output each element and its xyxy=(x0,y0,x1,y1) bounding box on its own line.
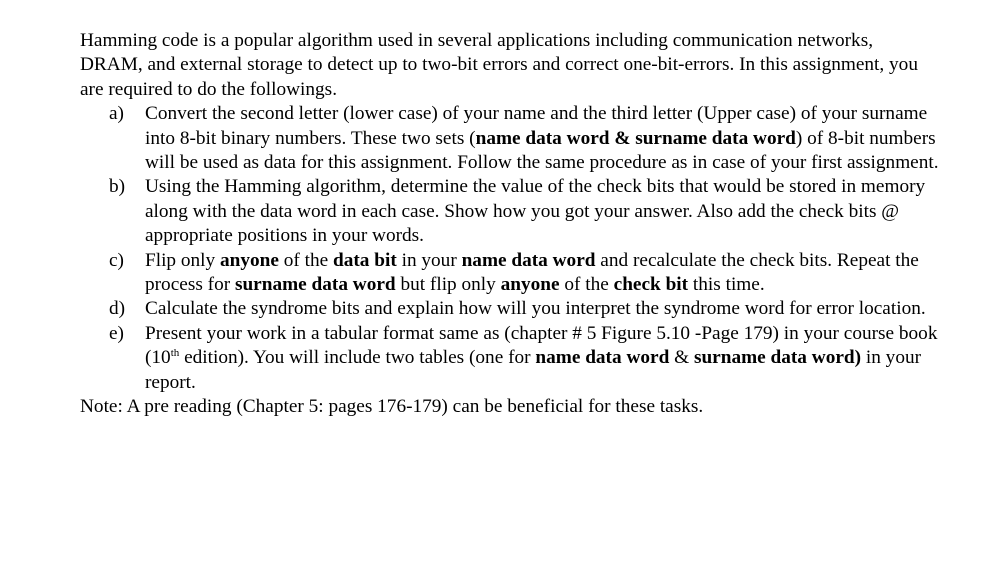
task-text: but flip only xyxy=(395,274,501,296)
task-text: ) of 8-bit numbers will be used as data for this assignment. Follow the same procedure as in case of your first assignment. xyxy=(145,127,939,174)
task-marker: c) xyxy=(109,249,124,271)
bold-term: name data word xyxy=(475,127,610,149)
bold-term: surname data word xyxy=(234,274,396,296)
task-text: edition). You will include two tables (one for xyxy=(179,347,536,369)
task-marker: a) xyxy=(109,103,124,125)
note-paragraph: Note: A pre reading (Chapter 5: pages 176-179) can be beneficial for these tasks. xyxy=(80,396,704,418)
task-item-a xyxy=(80,102,940,175)
task-text: in your xyxy=(396,249,462,271)
task-text: Calculate the syndrome bits and explain how will you interpret the syndrome word for error location. xyxy=(145,298,926,320)
bold-term: surname data word) xyxy=(693,347,862,369)
bold-term: surname data word xyxy=(635,127,796,149)
task-marker: b) xyxy=(109,176,126,198)
bold-term: name data word xyxy=(535,347,670,369)
bold-term: name data word xyxy=(461,249,596,271)
task-text: Using the Hamming algorithm, determine the value of the check bits that would be stored in memory along with the data word in each case. Show how you got your answer. Also add the check bits @ appropriate positions in your words. xyxy=(145,176,926,247)
task-text: Convert the second letter (lower case) of your name and the third letter (Upper case) of your surname into 8-bit binary numbers. These two sets ( xyxy=(145,103,928,149)
task-list xyxy=(80,102,940,395)
bold-term: & xyxy=(609,127,636,149)
task-marker: e) xyxy=(109,322,124,344)
task-text: of the xyxy=(278,249,334,271)
task-text: Present your work in a tabular format same as (chapter # 5 Figure 5.10 -Page 179) in your course book (10 xyxy=(145,322,938,369)
task-text: of the xyxy=(559,274,614,296)
task-marker: d) xyxy=(109,298,126,320)
task-item-d xyxy=(80,297,940,321)
task-text: & xyxy=(669,347,694,369)
task-text: Flip only xyxy=(145,249,220,271)
bold-term: check bit xyxy=(613,274,689,296)
task-text: in your report. xyxy=(145,347,922,393)
task-item-e xyxy=(80,322,940,395)
superscript: th xyxy=(170,347,180,360)
task-item-c xyxy=(80,249,940,298)
bold-term: anyone xyxy=(220,249,279,271)
bold-term: anyone xyxy=(500,274,560,296)
task-text: this time. xyxy=(688,274,765,296)
task-item-b xyxy=(80,175,940,248)
bold-term: data bit xyxy=(333,249,397,271)
task-text: and recalculate the check bits. Repeat the process for xyxy=(145,249,919,296)
assignment-document xyxy=(80,29,940,420)
intro-paragraph: Hamming code is a popular algorithm used in several applications including communication networks, DRAM, and external storage to detect up to two-bit errors and correct one-bit-errors. In this assignment, you are required to do the followings. xyxy=(80,30,918,100)
